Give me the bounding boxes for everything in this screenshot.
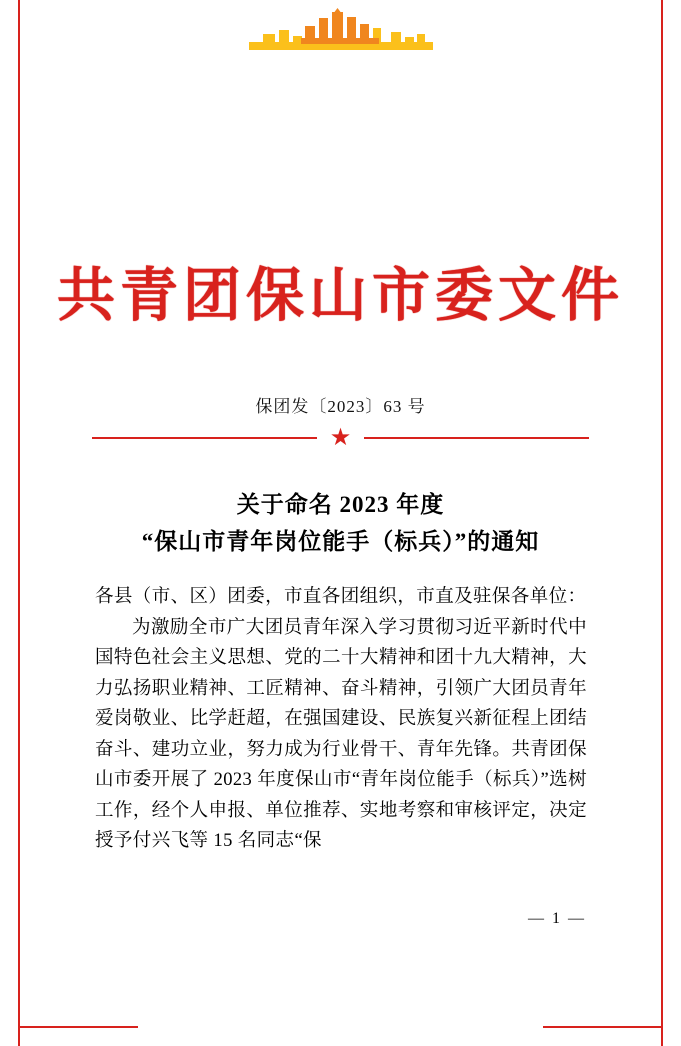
document-title-line-2: “保山市青年岗位能手（标兵）”的通知	[141, 529, 540, 554]
page-border-bottom-left	[18, 1026, 138, 1028]
masthead-title: 共青团保山市委文件	[56, 263, 624, 328]
salutation-line: 各县（市、区）团委，市直各团组织，市直及驻保各单位：	[95, 587, 587, 607]
document-number: 保团发〔2023〕63 号	[255, 397, 426, 416]
red-separator-rule	[92, 425, 589, 451]
separator-line-left	[92, 437, 317, 439]
body-paragraph-1: 为激励全市广大团员青年深入学习贯彻习近平新时代中国特色社会主义思想、党的二十大精神和团十九大精神，大力弘扬职业精神、工匠精神、奋斗精神，引领广大团员青年爱岗敬业、比学赶超，在强国建设、民族复兴新征程上团结奋斗、建功立业，努力成为行业骨干、青年先锋。共青团保山市委开展了 2023 年度保山市“青年岗位能手（标兵）”选树工作，经个人申报、单位推荐、实地考察和审核评定，决定授予付兴飞等 15 名同志“保	[95, 617, 587, 851]
document-title	[0, 486, 681, 560]
document-title-line-1: 关于命名 2023 年度	[236, 492, 445, 517]
page-border-bottom-right	[543, 1026, 663, 1028]
page-number: — 1 —	[528, 910, 586, 927]
document-body	[95, 582, 587, 857]
skyline-emblem-icon	[241, 8, 441, 54]
star-icon: ★	[329, 425, 352, 451]
separator-line-right	[364, 437, 589, 439]
